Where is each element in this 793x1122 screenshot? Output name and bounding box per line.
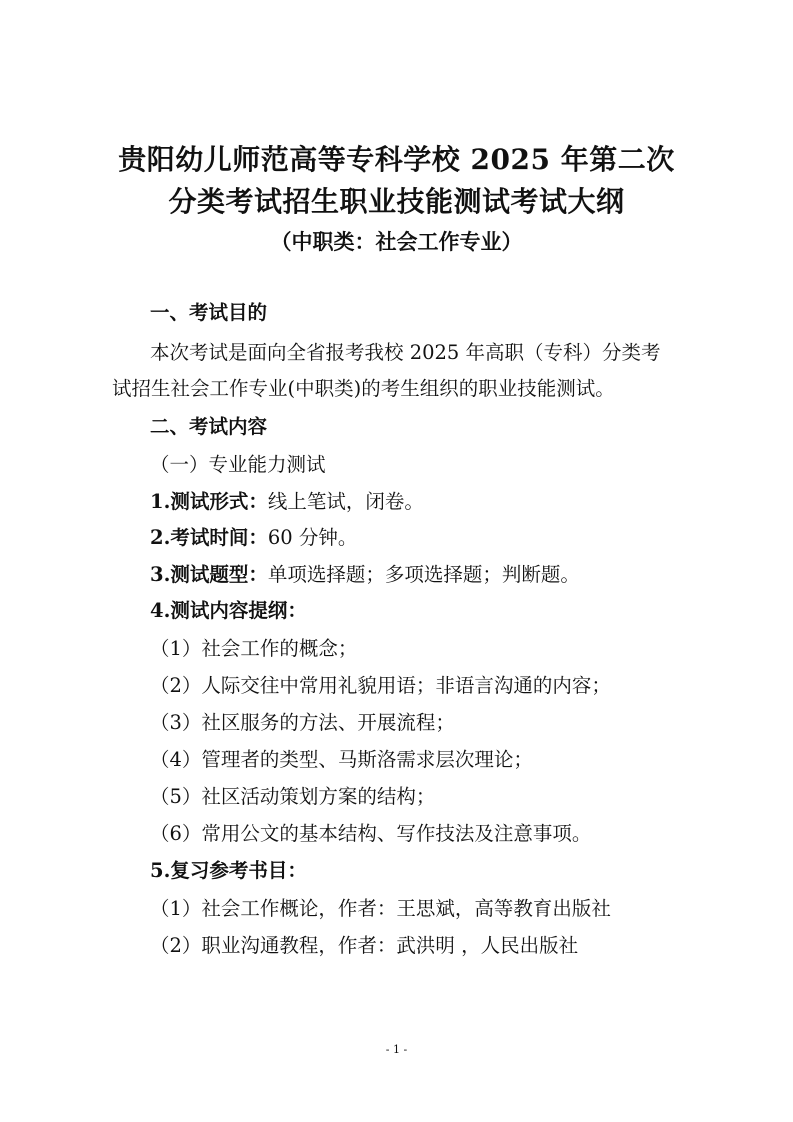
section-1-heading: 一、考试目的 bbox=[150, 301, 268, 324]
test-time-row bbox=[150, 525, 357, 551]
test-form-row bbox=[150, 489, 424, 515]
document-title-line-1: 贵阳幼儿师范高等专科学校 2025 年第二次 bbox=[118, 143, 675, 176]
section-2-heading: 二、考试内容 bbox=[150, 415, 268, 438]
book-item: （1）社会工作概论，作者：王思斌，高等教育出版社 bbox=[150, 897, 611, 920]
outline-item: （5）社区活动策划方案的结构； bbox=[150, 785, 436, 808]
subsection-heading: （一）专业能力测试 bbox=[150, 453, 326, 476]
test-types-row bbox=[150, 562, 580, 588]
outline-item: （4）管理者的类型、马斯洛需求层次理论； bbox=[150, 748, 533, 771]
test-time-value: 60 分钟。 bbox=[267, 526, 358, 549]
books-heading: 5.复习参考书目： bbox=[150, 859, 307, 882]
outline-heading: 4.测试内容提纲： bbox=[150, 599, 307, 622]
test-types-value: 单项选择题；多项选择题；判断题。 bbox=[267, 563, 580, 586]
test-form-label: 1.测试形式： bbox=[150, 490, 268, 513]
test-form-value: 线上笔试，闭卷。 bbox=[267, 490, 424, 513]
section-1-paragraph-line-1: 本次考试是面向全省报考我校 2025 年高职（专科）分类考 bbox=[150, 341, 661, 364]
section-1-paragraph-line-2: 试招生社会工作专业(中职类)的考生组织的职业技能测试。 bbox=[112, 377, 615, 400]
document-subtitle: （中职类：社会工作专业） bbox=[270, 229, 523, 254]
book-item: （2）职业沟通教程，作者：武洪明 ，人民出版社 bbox=[150, 934, 579, 957]
outline-item: （1）社会工作的概念； bbox=[150, 637, 358, 660]
outline-item: （2）人际交往中常用礼貌用语；非语言沟通的内容； bbox=[150, 674, 611, 697]
test-time-label: 2.考试时间： bbox=[150, 526, 268, 549]
test-types-label: 3.测试题型： bbox=[150, 563, 268, 586]
document-title-line-2: 分类考试招生职业技能测试考试大纲 bbox=[168, 185, 625, 218]
page-number: - 1 - bbox=[385, 1043, 408, 1056]
outline-item: （6）常用公文的基本结构、写作技法及注意事项。 bbox=[150, 822, 592, 845]
outline-item: （3）社区服务的方法、开展流程； bbox=[150, 711, 455, 734]
